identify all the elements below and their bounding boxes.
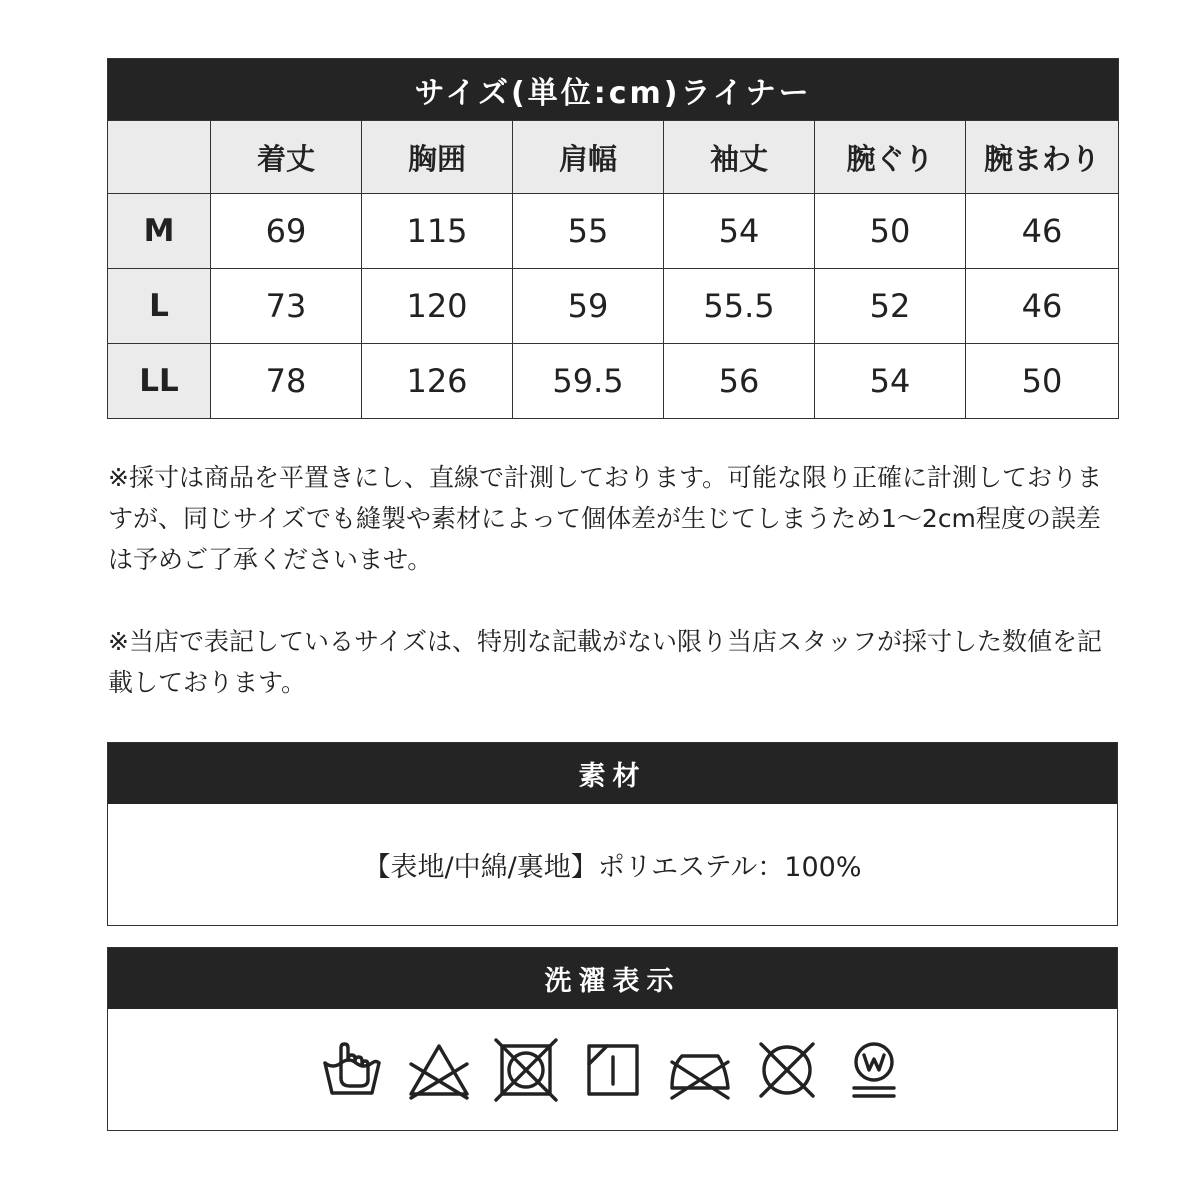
table-cell: 50 [966,344,1119,419]
size-table-title: サイズ(単位:cm)ライナー [108,59,1119,121]
table-cell: 73 [211,269,362,344]
material-text: 【表地/中綿/裏地】ポリエステル：100% [363,852,862,883]
size-label: M [108,194,211,269]
table-row [108,344,1119,419]
table-cell: 54 [664,194,815,269]
no-dry-clean-icon [755,1038,819,1102]
care-symbols [108,1009,1117,1130]
hand-wash-icon [320,1038,384,1102]
table-row [108,269,1119,344]
table-cell: 78 [211,344,362,419]
table-row [108,194,1119,269]
line-dry-icon [581,1038,645,1102]
no-tumble-dry-icon [494,1038,558,1102]
table-cell: 55.5 [664,269,815,344]
table-cell: 46 [966,194,1119,269]
table-cell: 46 [966,269,1119,344]
column-header-armhole: 腕ぐり [815,121,966,194]
table-cell: 69 [211,194,362,269]
table-cell: 59.5 [513,344,664,419]
size-table-corner [108,121,211,194]
measurement-note: ※採寸は商品を平置きにし、直線で計測しております。可能な限り正確に計測しておりますが、同じサイズでも縫製や素材によって個体差が生じてしまうため1～2cm程度の誤差は予めご了承くださいませ。 [108,463,1102,574]
table-cell: 59 [513,269,664,344]
store-size-note: ※当店で表記しているサイズは、特別な記載がない限り当店スタッフが採寸した数値を記載しております。 [108,627,1102,697]
no-iron-icon [668,1038,732,1102]
wet-clean-icon [842,1038,906,1102]
column-header-shoulder: 肩幅 [513,121,664,194]
column-header-chest: 胸囲 [362,121,513,194]
table-cell: 55 [513,194,664,269]
care-panel [107,947,1118,1131]
column-header-arm-circumference: 腕まわり [966,121,1119,194]
care-title: 洗濯表示 [108,948,1117,1009]
table-cell: 120 [362,269,513,344]
column-header-length: 着丈 [211,121,362,194]
table-cell: 52 [815,269,966,344]
table-cell: 115 [362,194,513,269]
column-header-sleeve: 袖丈 [664,121,815,194]
size-label: LL [108,344,211,419]
size-label: L [108,269,211,344]
table-cell: 126 [362,344,513,419]
size-table [107,58,1119,419]
material-panel [107,742,1118,926]
table-cell: 50 [815,194,966,269]
table-cell: 54 [815,344,966,419]
no-bleach-icon [407,1038,471,1102]
table-cell: 56 [664,344,815,419]
material-title: 素材 [108,743,1117,804]
